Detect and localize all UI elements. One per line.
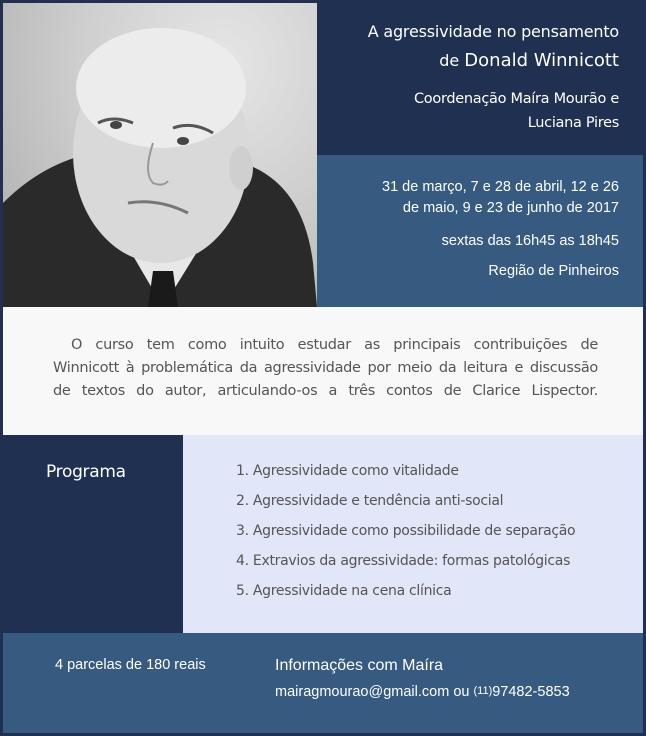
phone-number[interactable]: 97482-5853 [492, 684, 570, 700]
coordination-line1: Coordenação Maíra Mourão e [413, 91, 619, 107]
location: Região de Pinheiros [488, 263, 619, 279]
course-title-name: Donald Winnicott [464, 50, 619, 71]
portrait-photo [3, 3, 317, 307]
program-heading-block [3, 435, 183, 633]
program-item: 3. Agressividade como possibilidade de separação [236, 523, 576, 539]
contact-separator: ou [453, 684, 470, 700]
course-title-line2 [439, 50, 619, 71]
program-item: 1. Agressividade como vitalidade [236, 463, 459, 479]
title-block [317, 0, 643, 155]
program-item: 4. Extravios da agressividade: formas patológicas [236, 553, 571, 569]
description-block [3, 307, 643, 435]
info-block [317, 155, 643, 307]
footer-block [3, 633, 643, 733]
portrait-illustration [3, 3, 317, 307]
course-title-line1: A agressividade no pensamento [367, 22, 619, 41]
contact-line [275, 684, 570, 700]
dates-line1: 31 de março, 7 e 28 de abril, 12 e 26 [382, 179, 619, 195]
coordination-line2: Luciana Pires [527, 115, 619, 131]
description-line2: Winnicott à problemática da agressividade por meio da leitura e discussão [53, 360, 598, 376]
program-item: 5. Agressividade na cena clínica [236, 583, 452, 599]
description-line1: O curso tem como intuito estudar as principais contribuições de [71, 337, 598, 353]
program-heading: Programa [46, 462, 126, 482]
description-line3: de textos do autor, articulando-os a três contos de Clarice Lispector. [53, 383, 598, 399]
course-description [53, 334, 598, 403]
program-item: 2. Agressividade e tendência anti-social [236, 493, 504, 509]
dates-line2: de maio, 9 e 23 de junho de 2017 [402, 200, 619, 216]
contact-heading: Informações com Maíra [275, 657, 444, 674]
course-title-prefix: de [439, 51, 460, 70]
program-list [183, 435, 643, 633]
email-link[interactable]: mairagmourao@gmail.com [275, 684, 450, 700]
price: 4 parcelas de 180 reais [55, 657, 206, 673]
schedule: sextas das 16h45 as 18h45 [441, 233, 619, 249]
phone-area-code: (11) [473, 685, 493, 697]
